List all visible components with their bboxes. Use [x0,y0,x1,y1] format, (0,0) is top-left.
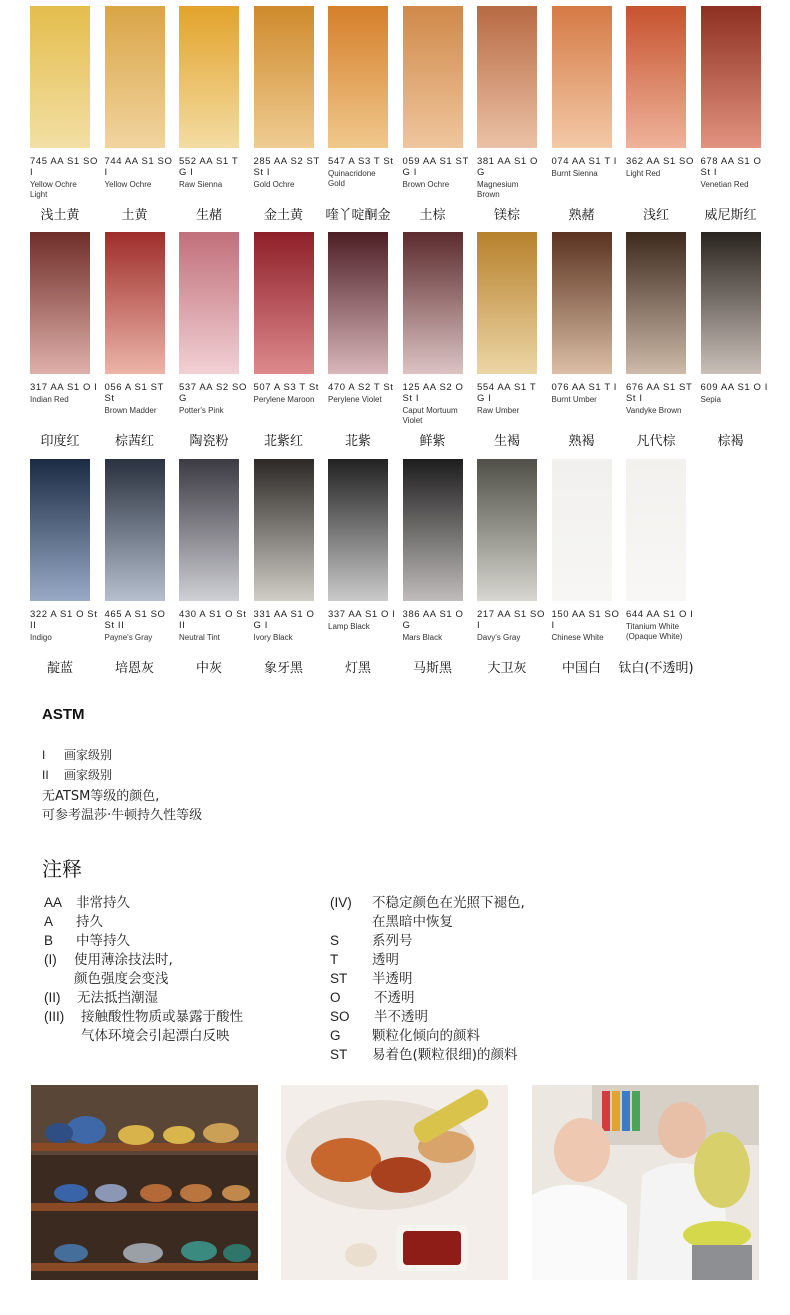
color-chip [403,6,463,148]
swatch-name-en: Gold Ochre [253,180,295,189]
note-key: A [44,914,54,929]
swatch-card [104,6,173,223]
swatch-card [402,6,469,223]
note-key: B [44,933,54,948]
note-item [330,1005,428,1025]
astm-key: II [42,768,49,782]
swatch-code: 470 A S2 T St [328,382,394,393]
swatch-name-en: Venetian Red [700,180,749,189]
swatch-name-en: Lamp Black [328,622,370,631]
note-key: SO [330,1009,350,1024]
swatch-name-en: Magnesium Brown [477,180,519,199]
color-chip [701,6,761,148]
swatch-code: 745 AA S1 SO I [30,156,98,178]
note-item [44,986,158,1006]
note-key: T [330,952,339,967]
note-item [44,948,173,968]
note-label: 在黑暗中恢复 [372,914,453,930]
note-label: 颗粒化倾向的颜料 [372,1028,480,1044]
note-key: (III) [44,1009,65,1024]
swatch-card [551,232,618,449]
note-label: 不稳定颜色在光照下褪色, [372,895,525,911]
color-chip [626,459,686,601]
swatch-card [700,232,768,449]
swatch-name-en: Titanium White (Opaque White) [626,622,683,641]
notes-title: 注释 [42,857,82,881]
astm-note-line: 可参考温莎·牛顿持久性等级 [42,808,203,823]
swatch-name-cn: 棕茜红 [114,434,154,449]
swatch-code: 217 AA S1 SO I [477,609,545,631]
note-key: ST [330,971,348,986]
note-label: 半透明 [372,971,413,987]
color-chip [179,6,239,148]
swatch-name-cn: 印度红 [40,434,80,449]
swatch-card [104,459,166,676]
swatch-card [104,232,165,449]
swatch-card [30,232,98,449]
color-chip [105,6,165,148]
swatch-code: 744 AA S1 SO I [104,156,173,178]
swatch-code: 609 AA S1 O I [700,382,768,393]
note-label: 无法抵挡潮湿 [77,990,158,1006]
color-chip [328,6,388,148]
note-key: AA [44,895,63,910]
astm-label: 画家级别 [64,748,113,762]
swatch-code: 331 AA S1 O G I [253,609,315,631]
color-chip [30,459,90,601]
swatch-name-en: Brown Madder [104,406,157,415]
color-chip [30,6,90,148]
astm-label: 画家级别 [64,768,113,782]
swatch-name-en: Light Red [626,169,661,178]
note-item [330,891,525,911]
swatch-code: 337 AA S1 O I [328,609,396,620]
swatch-name-en: Davy's Gray [477,633,521,642]
color-chip [179,232,239,374]
note-item [330,929,413,949]
note-item [44,891,130,911]
swatch-card [477,459,545,676]
note-label: 持久 [76,914,103,930]
color-chip [254,6,314,148]
swatch-name-cn: 生赭 [195,208,222,223]
photo-pigment-shelves [31,1085,258,1280]
swatch-code: 507 A S3 T St [253,382,320,393]
note-item [330,1043,518,1063]
swatch-name-en: Chinese White [551,633,604,642]
swatch-name-cn: 鲜紫 [419,434,446,449]
swatch-name-cn: 灯黑 [344,661,371,676]
swatch-name-cn: 象牙黑 [263,661,303,676]
color-chip [179,459,239,601]
swatch-code: 125 AA S2 O St I [402,382,464,404]
swatch-card [253,232,320,449]
swatch-name-cn: 苝紫红 [263,434,303,449]
swatch-code: 552 AA S1 T G I [179,156,239,178]
color-chip [552,6,612,148]
note-label: 接触酸性物质或暴露于酸性 [81,1009,243,1025]
swatch-name-cn: 大卫灰 [487,661,527,676]
note-item [44,1024,230,1044]
swatch-name-cn: 土棕 [419,208,446,223]
note-item [330,1024,480,1044]
swatch-card [477,6,539,223]
swatch-name-cn: 苝紫 [344,434,371,449]
swatch-card [551,6,618,223]
swatch-code: 678 AA S1 O St I [700,156,762,178]
swatch-code: 537 AA S2 SO G [179,382,247,404]
swatch-card [402,232,464,449]
swatch-card [328,232,394,449]
swatch-name-en: Indigo [30,633,52,642]
note-label: 不透明 [374,990,415,1006]
swatch-name-cn: 靛蓝 [46,661,73,676]
swatch-code: 465 A S1 SO St II [104,609,166,631]
swatch-name-en: Raw Sienna [179,180,223,189]
swatch-name-cn: 熟赭 [568,208,595,223]
swatch-name-en: Ivory Black [253,633,293,642]
swatch-row-3 [30,459,770,681]
swatch-name-en: Indian Red [30,395,69,404]
swatch-name-cn: 熟褐 [568,434,595,449]
swatch-name-cn: 土黄 [121,208,148,223]
swatch-name-en: Mars Black [402,633,443,642]
swatch-card [477,232,537,449]
color-chip [552,459,612,601]
swatch-code: 362 AA S1 SO [626,156,694,167]
note-label: 气体环境会引起漂白反映 [81,1028,230,1044]
swatch-card [179,459,247,676]
note-key: (I) [44,952,57,967]
note-key: ST [330,1047,348,1062]
astm-item [42,766,112,783]
swatch-name-en: Quinacridone Gold [328,169,376,188]
swatch-card [30,6,98,223]
swatch-name-cn: 镁棕 [493,208,520,223]
swatch-name-cn: 凡代棕 [636,434,676,449]
photo-palette-tube [281,1085,508,1280]
swatch-row-1 [30,6,770,228]
swatch-card [618,459,694,676]
swatch-code: 285 AA S2 ST St I [253,156,320,178]
color-chip [701,232,761,374]
swatch-name-en: Sepia [700,395,721,404]
swatch-name-cn: 中国白 [561,661,601,676]
swatch-code: 381 AA S1 O G [477,156,539,178]
astm-item [42,746,112,763]
swatch-code: 547 A S3 T St [328,156,394,167]
note-key: O [330,990,341,1005]
note-label: 颜色强度会变浅 [74,971,169,987]
color-chip [626,6,686,148]
swatch-card [328,459,396,676]
swatch-card [402,459,464,676]
swatch-code: 644 AA S1 O I [626,609,694,620]
color-chip [626,232,686,374]
astm-key: I [42,748,46,762]
color-chip [403,232,463,374]
swatch-code: 059 AA S1 ST G I [402,156,469,178]
swatch-card [325,6,394,223]
swatch-card [700,6,762,223]
swatch-card [626,6,694,223]
swatch-name-en: Yellow Ochre [104,180,152,189]
swatch-code: 386 AA S1 O G [402,609,464,631]
note-label: 半不透明 [374,1009,428,1025]
swatch-name-en: Raw Umber [477,406,520,415]
swatch-name-en: Payne's Gray [104,633,153,642]
swatch-name-en: Caput Mortuum Violet [402,406,458,425]
color-chip [30,232,90,374]
color-chip [254,459,314,601]
color-chip [477,6,537,148]
note-item [330,948,399,968]
note-item [330,910,453,930]
astm-title: ASTM [42,706,85,723]
swatch-code: 322 A S1 O St II [30,609,98,631]
swatch-code: 056 A S1 ST St [104,382,164,404]
swatch-name-en: Perylene Maroon [253,395,315,404]
swatch-code: 554 AA S1 T G I [477,382,537,404]
swatch-name-cn: 棕褐 [717,434,744,449]
swatch-name-cn: 陶瓷粉 [189,434,229,449]
swatch-name-cn: 浅土黄 [40,208,80,223]
note-key: G [330,1028,341,1043]
swatch-row-2 [30,232,770,454]
swatch-card [626,232,693,449]
color-chip [477,232,537,374]
color-chip [254,232,314,374]
note-label: 使用薄涂技法时, [74,952,173,968]
note-key: (II) [44,990,61,1005]
note-label: 透明 [372,952,399,968]
note-item [330,967,413,987]
color-chip [328,459,388,601]
swatch-name-cn: 培恩灰 [114,661,154,676]
swatch-name-en: Burnt Umber [551,395,597,404]
swatch-card [179,232,247,449]
swatch-code: 150 AA S1 SO I [551,609,620,631]
swatch-name-en: Neutral Tint [179,633,220,642]
photo-lab-technicians [532,1085,759,1280]
swatch-code: 430 A S1 O St II [179,609,247,631]
swatch-code: 317 AA S1 O I [30,382,98,393]
note-item [44,1005,243,1025]
swatch-name-cn: 马斯黑 [412,661,452,676]
note-label: 中等持久 [76,933,130,949]
note-item [44,929,130,949]
swatch-card [551,459,620,676]
swatch-name-cn: 喹丫啶酮金 [325,208,391,223]
swatch-name-en: Vandyke Brown [626,406,682,415]
swatch-name-en: Yellow Ochre Light [30,180,77,199]
swatch-name-en: Perylene Violet [328,395,382,404]
color-chip [328,232,388,374]
note-label: 非常持久 [76,895,130,911]
color-chip [477,459,537,601]
color-chip [552,232,612,374]
astm-note-line: 无ATSM等级的颜色, [42,789,160,804]
swatch-card [253,459,315,676]
note-key: S [330,933,340,948]
note-item [44,967,169,987]
note-label: 易着色(颗粒很细)的颜料 [372,1047,518,1063]
swatch-name-en: Brown Ochre [402,180,450,189]
swatch-code: 076 AA S1 T I [551,382,618,393]
swatch-card [30,459,98,676]
swatch-card [179,6,239,223]
color-chip [105,232,165,374]
swatch-name-cn: 金土黄 [263,208,303,223]
color-chip [105,459,165,601]
note-item [44,910,103,930]
swatch-card [253,6,320,223]
swatch-name-cn: 威尼斯红 [704,208,757,223]
color-chip [403,459,463,601]
note-item [330,986,415,1006]
swatch-code: 676 AA S1 ST St I [626,382,693,404]
swatch-name-cn: 浅红 [642,208,669,223]
note-key: (IV) [330,895,352,910]
swatch-name-en: Burnt Sienna [551,169,598,178]
swatch-code: 074 AA S1 T I [551,156,618,167]
swatch-name-cn: 中灰 [195,661,222,676]
note-label: 系列号 [372,933,413,949]
swatch-name-en: Potter's Pink [179,406,224,415]
swatch-name-cn: 生褐 [493,434,520,449]
swatch-name-cn: 钛白(不透明) [618,661,694,676]
